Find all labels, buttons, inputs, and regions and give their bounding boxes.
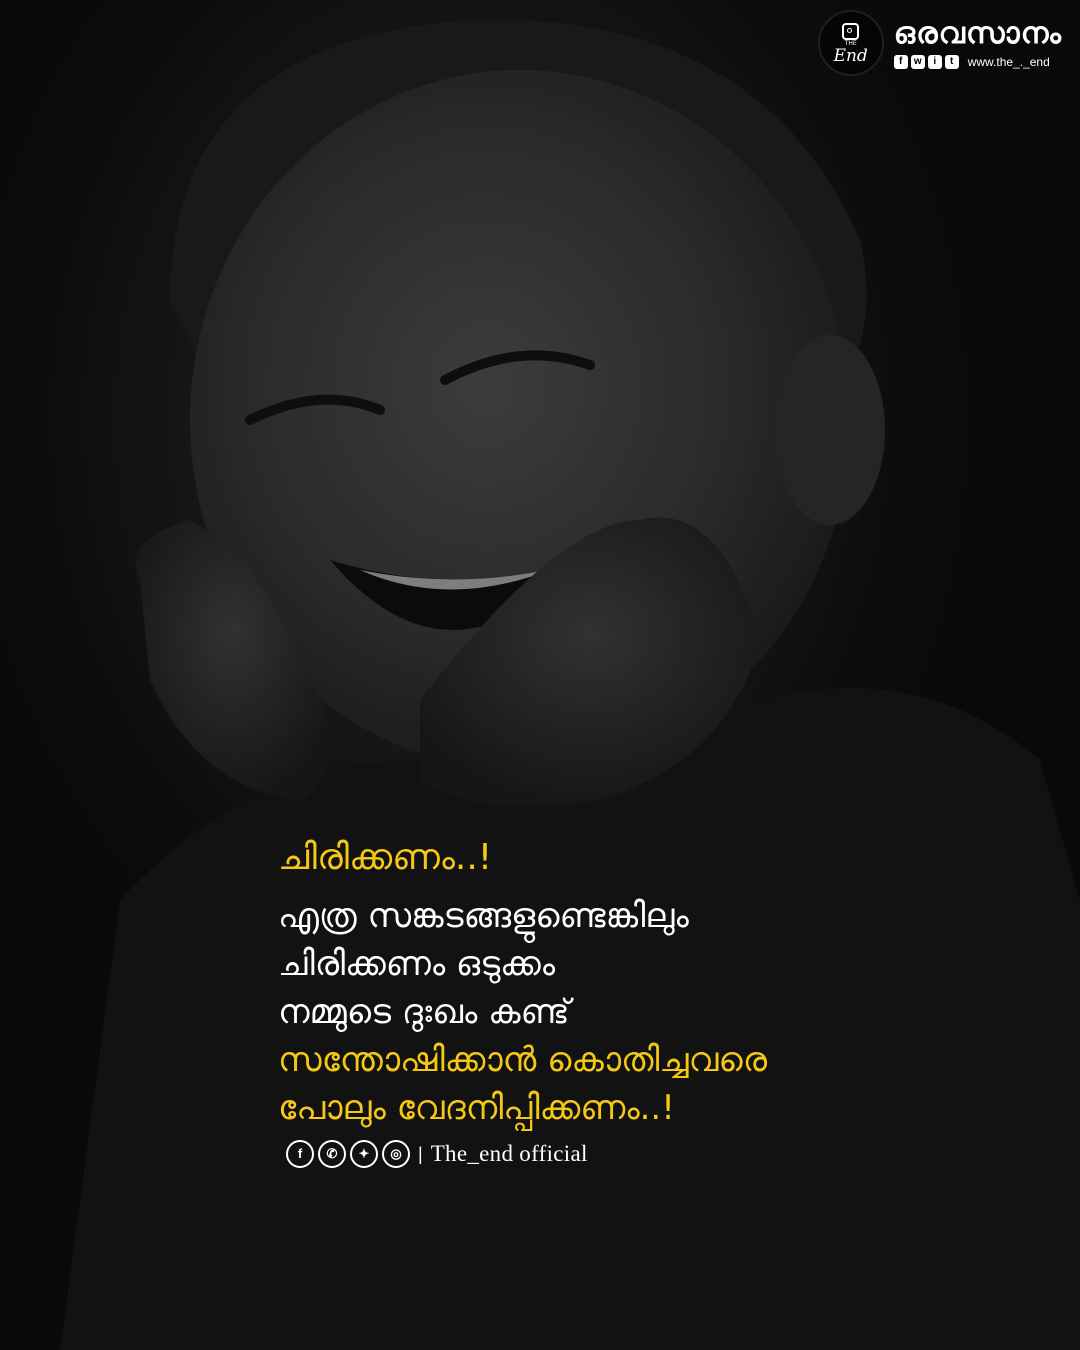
instagram-icon [842,23,859,40]
quote-block [278,832,998,1132]
mini-social-icons [894,55,962,69]
quote-line-2: ചിരിക്കണം ഒടുക്കം [278,944,556,984]
brand-url: www.the_._end [967,55,1050,69]
facebook-icon: f [894,55,908,69]
quote-line-5: പോലും വേദനിപ്പിക്കണം..! [278,1088,675,1128]
credit-text: The_end official [430,1141,588,1166]
logo-end: End [833,45,868,66]
quote-line-4: സന്തോഷിക്കാൻ കൊതിച്ചവരെ [278,1040,768,1080]
brand-subline [894,55,1062,69]
logo-the: THE [844,39,857,47]
facebook-icon: f [286,1140,314,1168]
credit-separator: | [418,1143,423,1164]
brand-header [818,10,1062,76]
twitter-icon: t [945,55,959,69]
whatsapp-icon: w [911,55,925,69]
quote-line-1: എത്ര സങ്കടങ്ങളുണ്ടെങ്കിലും [278,896,689,936]
brand-text [894,17,1062,69]
twitter-icon: ✦ [350,1140,378,1168]
social-credit [286,1140,588,1168]
instagram-icon: i [928,55,942,69]
instagram-icon: ◎ [382,1140,410,1168]
quote-title: ചിരിക്കണം..! [278,837,493,878]
whatsapp-icon: ✆ [318,1140,346,1168]
brand-title: ഒരവസാനം [893,16,1062,51]
brand-logo [818,10,884,76]
quote-line-3: നമ്മുടെ ദുഃഖം കണ്ട് [278,992,570,1032]
